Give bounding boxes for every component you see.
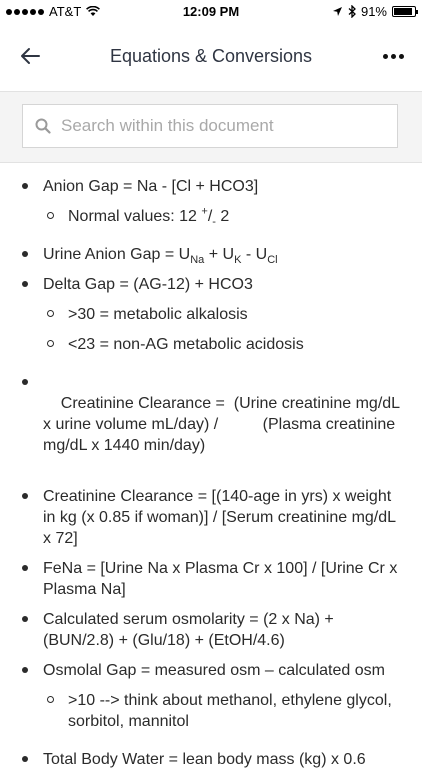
document-content <box>0 176 422 779</box>
battery-percent: 91% <box>360 4 387 19</box>
list-item-creatinine-clearance-1: Creatinine Clearance = (Urine creatinine mg/dL x urine volume mL/day) / (Plasma creatinine mg/dL x 1440 min/day) <box>0 372 422 477</box>
list-item-creatinine-clearance-2: Creatinine Clearance = [(140-age in yrs) x weight in kg (x 0.85 if woman)] / [Serum creatinine mg/dL x 72] <box>0 486 422 549</box>
status-bar <box>0 0 422 24</box>
nav-bar <box>0 24 422 90</box>
location-arrow-icon <box>332 6 343 17</box>
list-item-delta-gap: Delta Gap = (AG-12) + HCO3 <box>0 274 422 295</box>
list-item-osmolal-gap: Osmolal Gap = measured osm – calculated osm <box>0 660 422 681</box>
search-input[interactable] <box>61 105 381 147</box>
list-item-urine-anion-gap: Urine Anion Gap = $U_{Na} + U_K - U_{Cl}$ <box>0 244 422 265</box>
bluetooth-icon <box>348 5 356 18</box>
sublist-item-anion-gap-normal: Normal values: 12 $^+/_-$ 2 <box>0 206 422 227</box>
list-item-fena: FeNa = [Urine Na x Plasma Cr x 100] / [Urine Cr x Plasma Na] <box>0 558 422 600</box>
list-item-serum-osmolarity: Calculated serum osmolarity = (2 x Na) + (BUN/2.8) + (Glu/18) + (EtOH/4.6) <box>0 609 422 651</box>
list-item-anion-gap: Anion Gap = Na - [Cl + HCO3] <box>0 176 422 197</box>
sublist-item-delta-gap-acidosis: <23 = non-AG metabolic acidosis <box>0 334 422 355</box>
carrier-label: AT&T <box>49 4 82 19</box>
clock: 12:09 PM <box>182 4 240 19</box>
list-item-total-body-water: Total Body Water = lean body mass (kg) x 0.6 <box>0 749 422 770</box>
sublist-item-delta-gap-alkalosis: >30 = metabolic alkalosis <box>0 304 422 325</box>
search-bar-container <box>0 91 422 163</box>
sublist-item-osmolal-gap-note: >10 --> think about methanol, ethylene glycol, sorbitol, mannitol <box>0 690 422 732</box>
page-title: Equations & Conversions <box>109 46 313 66</box>
search-icon <box>35 118 51 134</box>
status-right <box>332 4 416 19</box>
battery-icon <box>392 6 416 17</box>
search-box[interactable] <box>22 104 398 148</box>
more-options-icon[interactable] <box>383 54 404 59</box>
